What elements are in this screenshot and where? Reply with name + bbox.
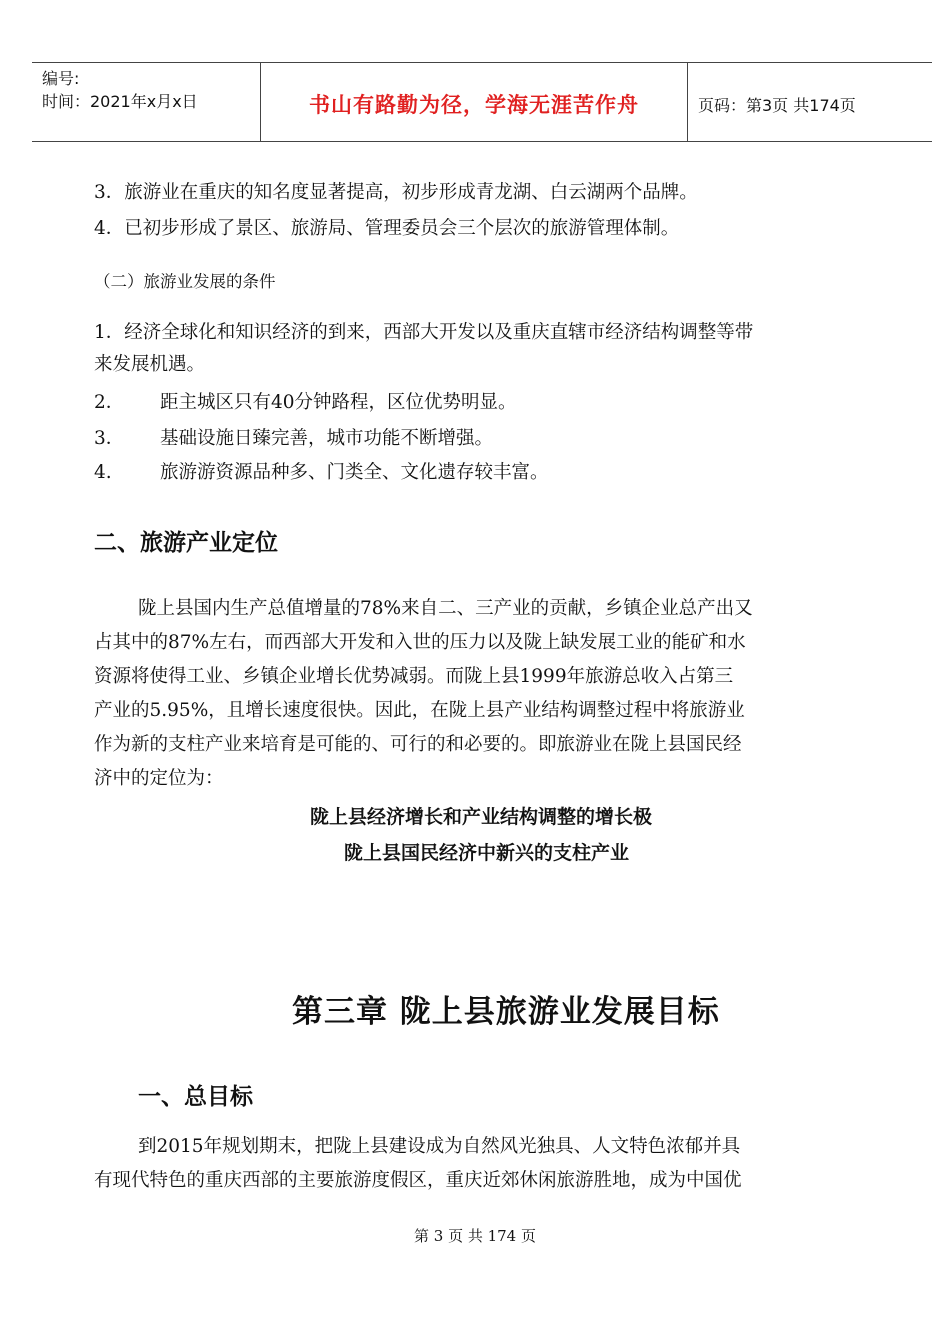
condition-text: 基础设施日臻完善，城市功能不断增强。 bbox=[160, 428, 494, 449]
document-date: 时间：2021年x月x日 bbox=[42, 92, 198, 111]
condition-item-2 bbox=[94, 388, 517, 414]
condition-item-4 bbox=[94, 458, 549, 484]
section-heading-goal: 一、总目标 bbox=[138, 1084, 253, 1110]
header-page-cell bbox=[688, 63, 932, 141]
page-footer: 第 3 页 共 174 页 bbox=[413, 1227, 536, 1245]
list-item: 4．已初步形成了景区、旅游局、管理委员会三个层次的旅游管理体制。 bbox=[94, 218, 680, 239]
condition-text: 旅游游资源品种多、门类全、文化遗存较丰富。 bbox=[160, 462, 549, 483]
page-header-table bbox=[32, 62, 932, 142]
paragraph-line: 陇上县国内生产总值增量的78%来自二、三产业的贡献，乡镇企业总产出又 bbox=[138, 598, 753, 619]
positioning-statement: 陇上县国民经济中新兴的支柱产业 bbox=[344, 842, 630, 864]
paragraph-line: 有现代特色的重庆西部的主要旅游度假区，重庆近郊休闲旅游胜地，成为中国优 bbox=[94, 1170, 742, 1191]
paragraph-line: 占其中的87%左右，而西部大开发和入世的压力以及陇上缺发展工业的能矿和水 bbox=[94, 632, 746, 653]
header-page-info: 页码：第3页 共174页 bbox=[698, 96, 856, 115]
paragraph-line: 资源将使得工业、乡镇企业增长优势减弱。而陇上县1999年旅游总收入占第三 bbox=[94, 666, 734, 687]
chapter-title: 第三章 陇上县旅游业发展目标 bbox=[292, 994, 720, 1030]
paragraph-line: 产业的5.95%，且增长速度很快。因此，在陇上县产业结构调整过程中将旅游业 bbox=[94, 700, 745, 721]
positioning-statement: 陇上县经济增长和产业结构调整的增长极 bbox=[310, 806, 653, 828]
section-heading-positioning: 二、旅游产业定位 bbox=[94, 530, 278, 556]
condition-item-3 bbox=[94, 424, 493, 450]
header-motto-cell bbox=[260, 63, 688, 141]
paragraph-line: 济中的定位为： bbox=[94, 768, 224, 789]
document-number-label: 编号: bbox=[42, 69, 80, 88]
paragraph-line: 作为新的支柱产业来培育是可能的、可行的和必要的。即旅游业在陇上县国民经 bbox=[94, 734, 742, 755]
header-meta-cell bbox=[32, 63, 260, 141]
motto-text: 书山有路勤为径，学海无涯苦作舟 bbox=[309, 93, 639, 117]
condition-number: 3． bbox=[94, 428, 125, 449]
condition-number: 4. bbox=[94, 462, 112, 483]
condition-item-1-line-1: 1．经济全球化和知识经济的到来，西部大开发以及重庆直辖市经济结构调整等带 bbox=[94, 322, 754, 343]
list-item: 3．旅游业在重庆的知名度显著提高，初步形成青龙湖、白云湖两个品牌。 bbox=[94, 182, 698, 203]
condition-text: 距主城区只有40分钟路程，区位优势明显。 bbox=[160, 392, 517, 413]
condition-item-1-line-2: 来发展机遇。 bbox=[94, 354, 206, 375]
condition-number: 2． bbox=[94, 392, 125, 413]
paragraph-line: 到2015年规划期末，把陇上县建设成为自然风光独具、人文特色浓郁并具 bbox=[138, 1136, 741, 1157]
subheading-conditions: （二）旅游业发展的条件 bbox=[94, 272, 276, 291]
